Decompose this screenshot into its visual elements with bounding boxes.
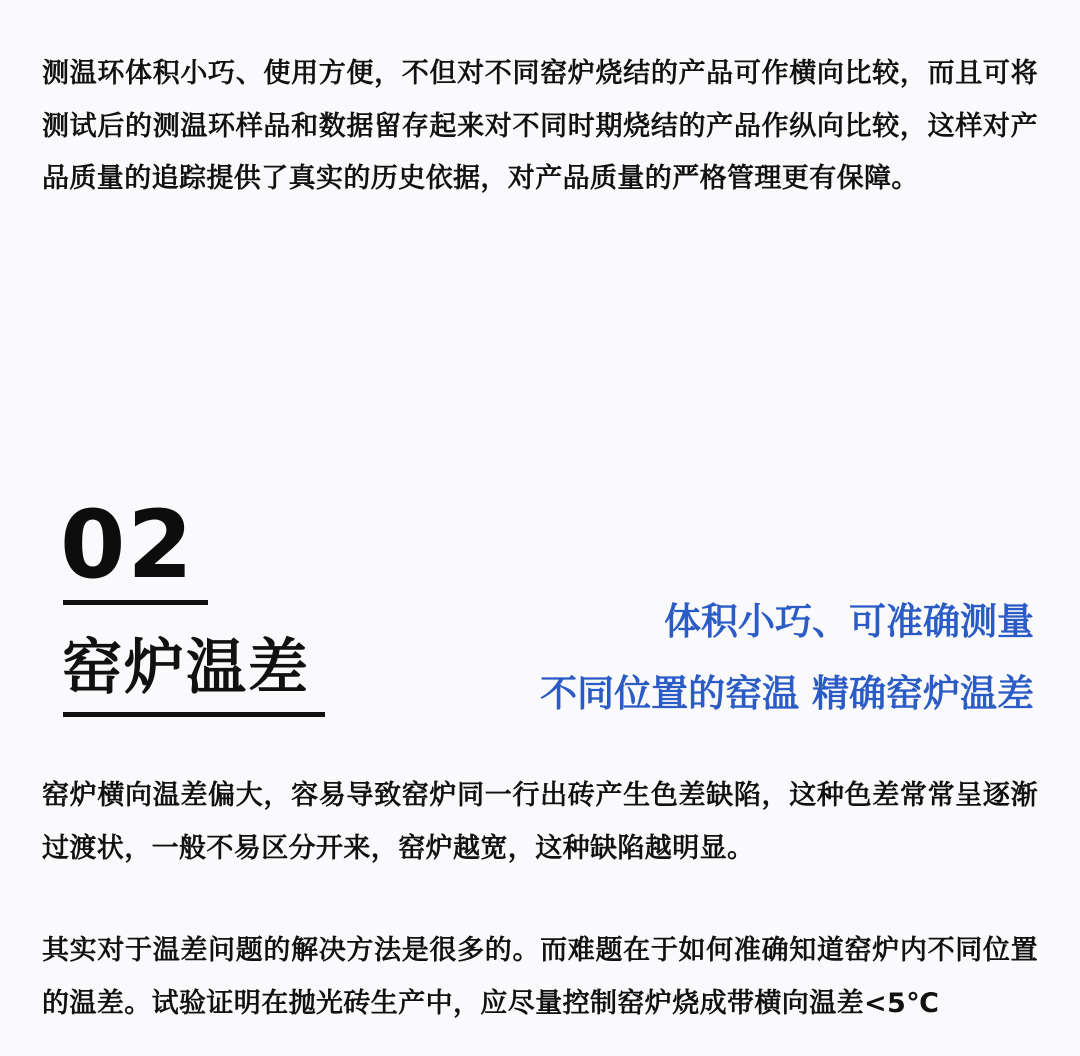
section-title: 窑炉温差 <box>62 633 310 703</box>
kiln-temperature-difference-paragraph: 窑炉横向温差偏大，容易导致窑炉同一行出砖产生色差缺陷，这种色差常常呈逐渐过渡状，一般不易区分开来，窑炉越宽，这种缺陷越明显。 <box>42 780 1038 864</box>
section-number: 02 <box>60 491 195 600</box>
intro-paragraph: 测温环体积小巧、使用方便，不但对不同窑炉烧结的产品可作横向比较，而且可将测试后的测温环样品和数据留存起来对不同时期烧结的产品作纵向比较，这样对产品质量的追踪提供了真实的历史依据，对产品质量的严格管理更有保障。 <box>42 58 1038 194</box>
temperature-control-paragraph: 其实对于温差问题的解决方法是很多的。而难题在于如何准确知道窑炉内不同位置的温差。试验证明在抛光砖生产中，应尽量控制窑炉烧成带横向温差<5℃ <box>42 935 1038 1019</box>
section-number-underline <box>63 600 208 605</box>
highlight-line-1: 体积小巧、可准确测量 <box>664 600 1034 643</box>
section-title-underline <box>63 712 325 717</box>
highlight-line-2: 不同位置的窑温 精确窑炉温差 <box>540 672 1034 715</box>
